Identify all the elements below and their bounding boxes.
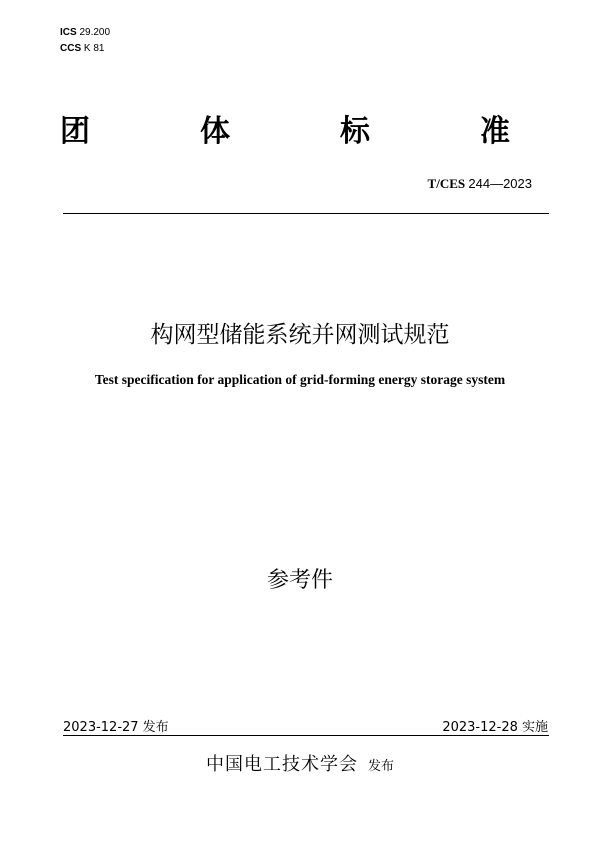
implement-date: 2023-12-28 实施 bbox=[442, 720, 548, 735]
document-title-chinese: 构网型储能系统并网测试规范 bbox=[150, 322, 450, 348]
standard-number-value: 244—2023 bbox=[468, 176, 532, 191]
ccs-label: CCS bbox=[60, 43, 82, 54]
standard-type-char: 准 bbox=[480, 114, 510, 149]
ccs-code bbox=[60, 43, 104, 54]
publish-date: 2023-12-27 发布 bbox=[63, 720, 169, 735]
ccs-value: K 81 bbox=[83, 43, 105, 54]
standard-type-heading bbox=[60, 106, 510, 150]
document-title-english: Test specification for application of grid-forming energy storage system bbox=[94, 372, 506, 387]
footer-divider bbox=[63, 735, 549, 736]
publisher-organization: 中国电工技术学会 bbox=[205, 754, 358, 775]
standard-type-char: 体 bbox=[200, 114, 230, 149]
standard-type-char: 标 bbox=[340, 114, 370, 149]
standard-type-char: 团 bbox=[60, 114, 90, 149]
publisher-action: 发布 bbox=[367, 759, 394, 774]
ics-value: 29.200 bbox=[79, 27, 111, 38]
reference-copy-label: 参考件 bbox=[266, 568, 333, 593]
header-divider bbox=[63, 213, 549, 214]
standard-number-prefix: T/CES bbox=[427, 176, 466, 191]
publisher-line bbox=[0, 750, 600, 776]
ics-label: ICS bbox=[60, 27, 77, 38]
ics-code bbox=[60, 27, 110, 38]
standard-number bbox=[428, 176, 532, 192]
